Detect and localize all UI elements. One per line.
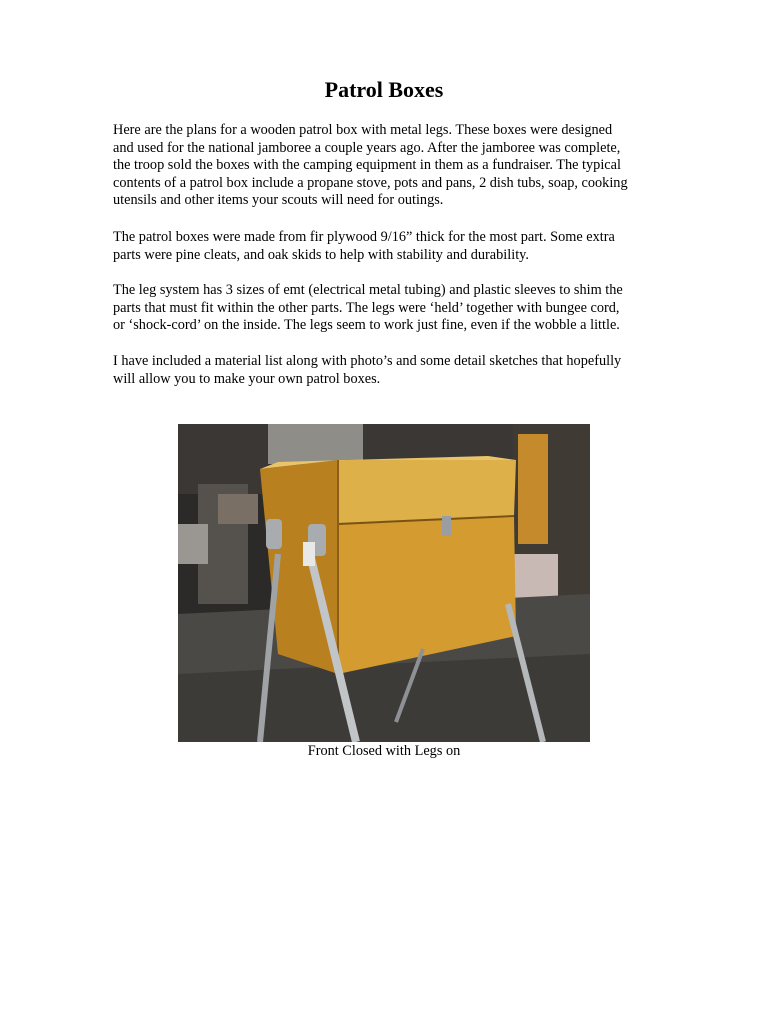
text-line: or ‘shock-cord’ on the inside. The legs seem to work just fine, even if the wobble a little. (113, 317, 620, 334)
text-line: The leg system has 3 sizes of emt (electrical metal tubing) and plastic sleeves to shim the (113, 282, 623, 298)
page-title: Patrol Boxes (324, 77, 444, 102)
text-line: Here are the plans for a wooden patrol box with metal legs. These boxes were designed (113, 122, 613, 138)
text-line: and used for the national jamboree a couple years ago. After the jamboree was complete, (113, 139, 621, 156)
figure-caption: Front Closed with Legs on (307, 743, 461, 759)
paragraph-intro (113, 122, 663, 210)
text-line: utensils and other items your scouts will need for outings. (113, 192, 444, 209)
paragraph-leg-system (113, 282, 663, 335)
paragraph-closing (113, 353, 663, 388)
text-line: will allow you to make your own patrol boxes. (113, 370, 381, 387)
text-line: parts were pine cleats, and oak skids to help with stability and durability. (113, 246, 529, 263)
text-line: contents of a patrol box include a propane stove, pots and pans, 2 dish tubs, soap, cooking (113, 174, 628, 191)
text-line: the troop sold the boxes with the camping equipment in them as a fundraiser. The typical (113, 157, 621, 174)
text-line: parts that must fit within the other parts. The legs were ‘held’ together with bungee cord, (113, 299, 620, 316)
text-line: The patrol boxes were made from fir plywood 9/16” thick for the most part. Some extra (113, 229, 615, 245)
text-line: I have included a material list along with photo’s and some detail sketches that hopefully (113, 353, 622, 369)
paragraph-materials (113, 229, 663, 264)
patrol-box-photo (178, 424, 590, 742)
